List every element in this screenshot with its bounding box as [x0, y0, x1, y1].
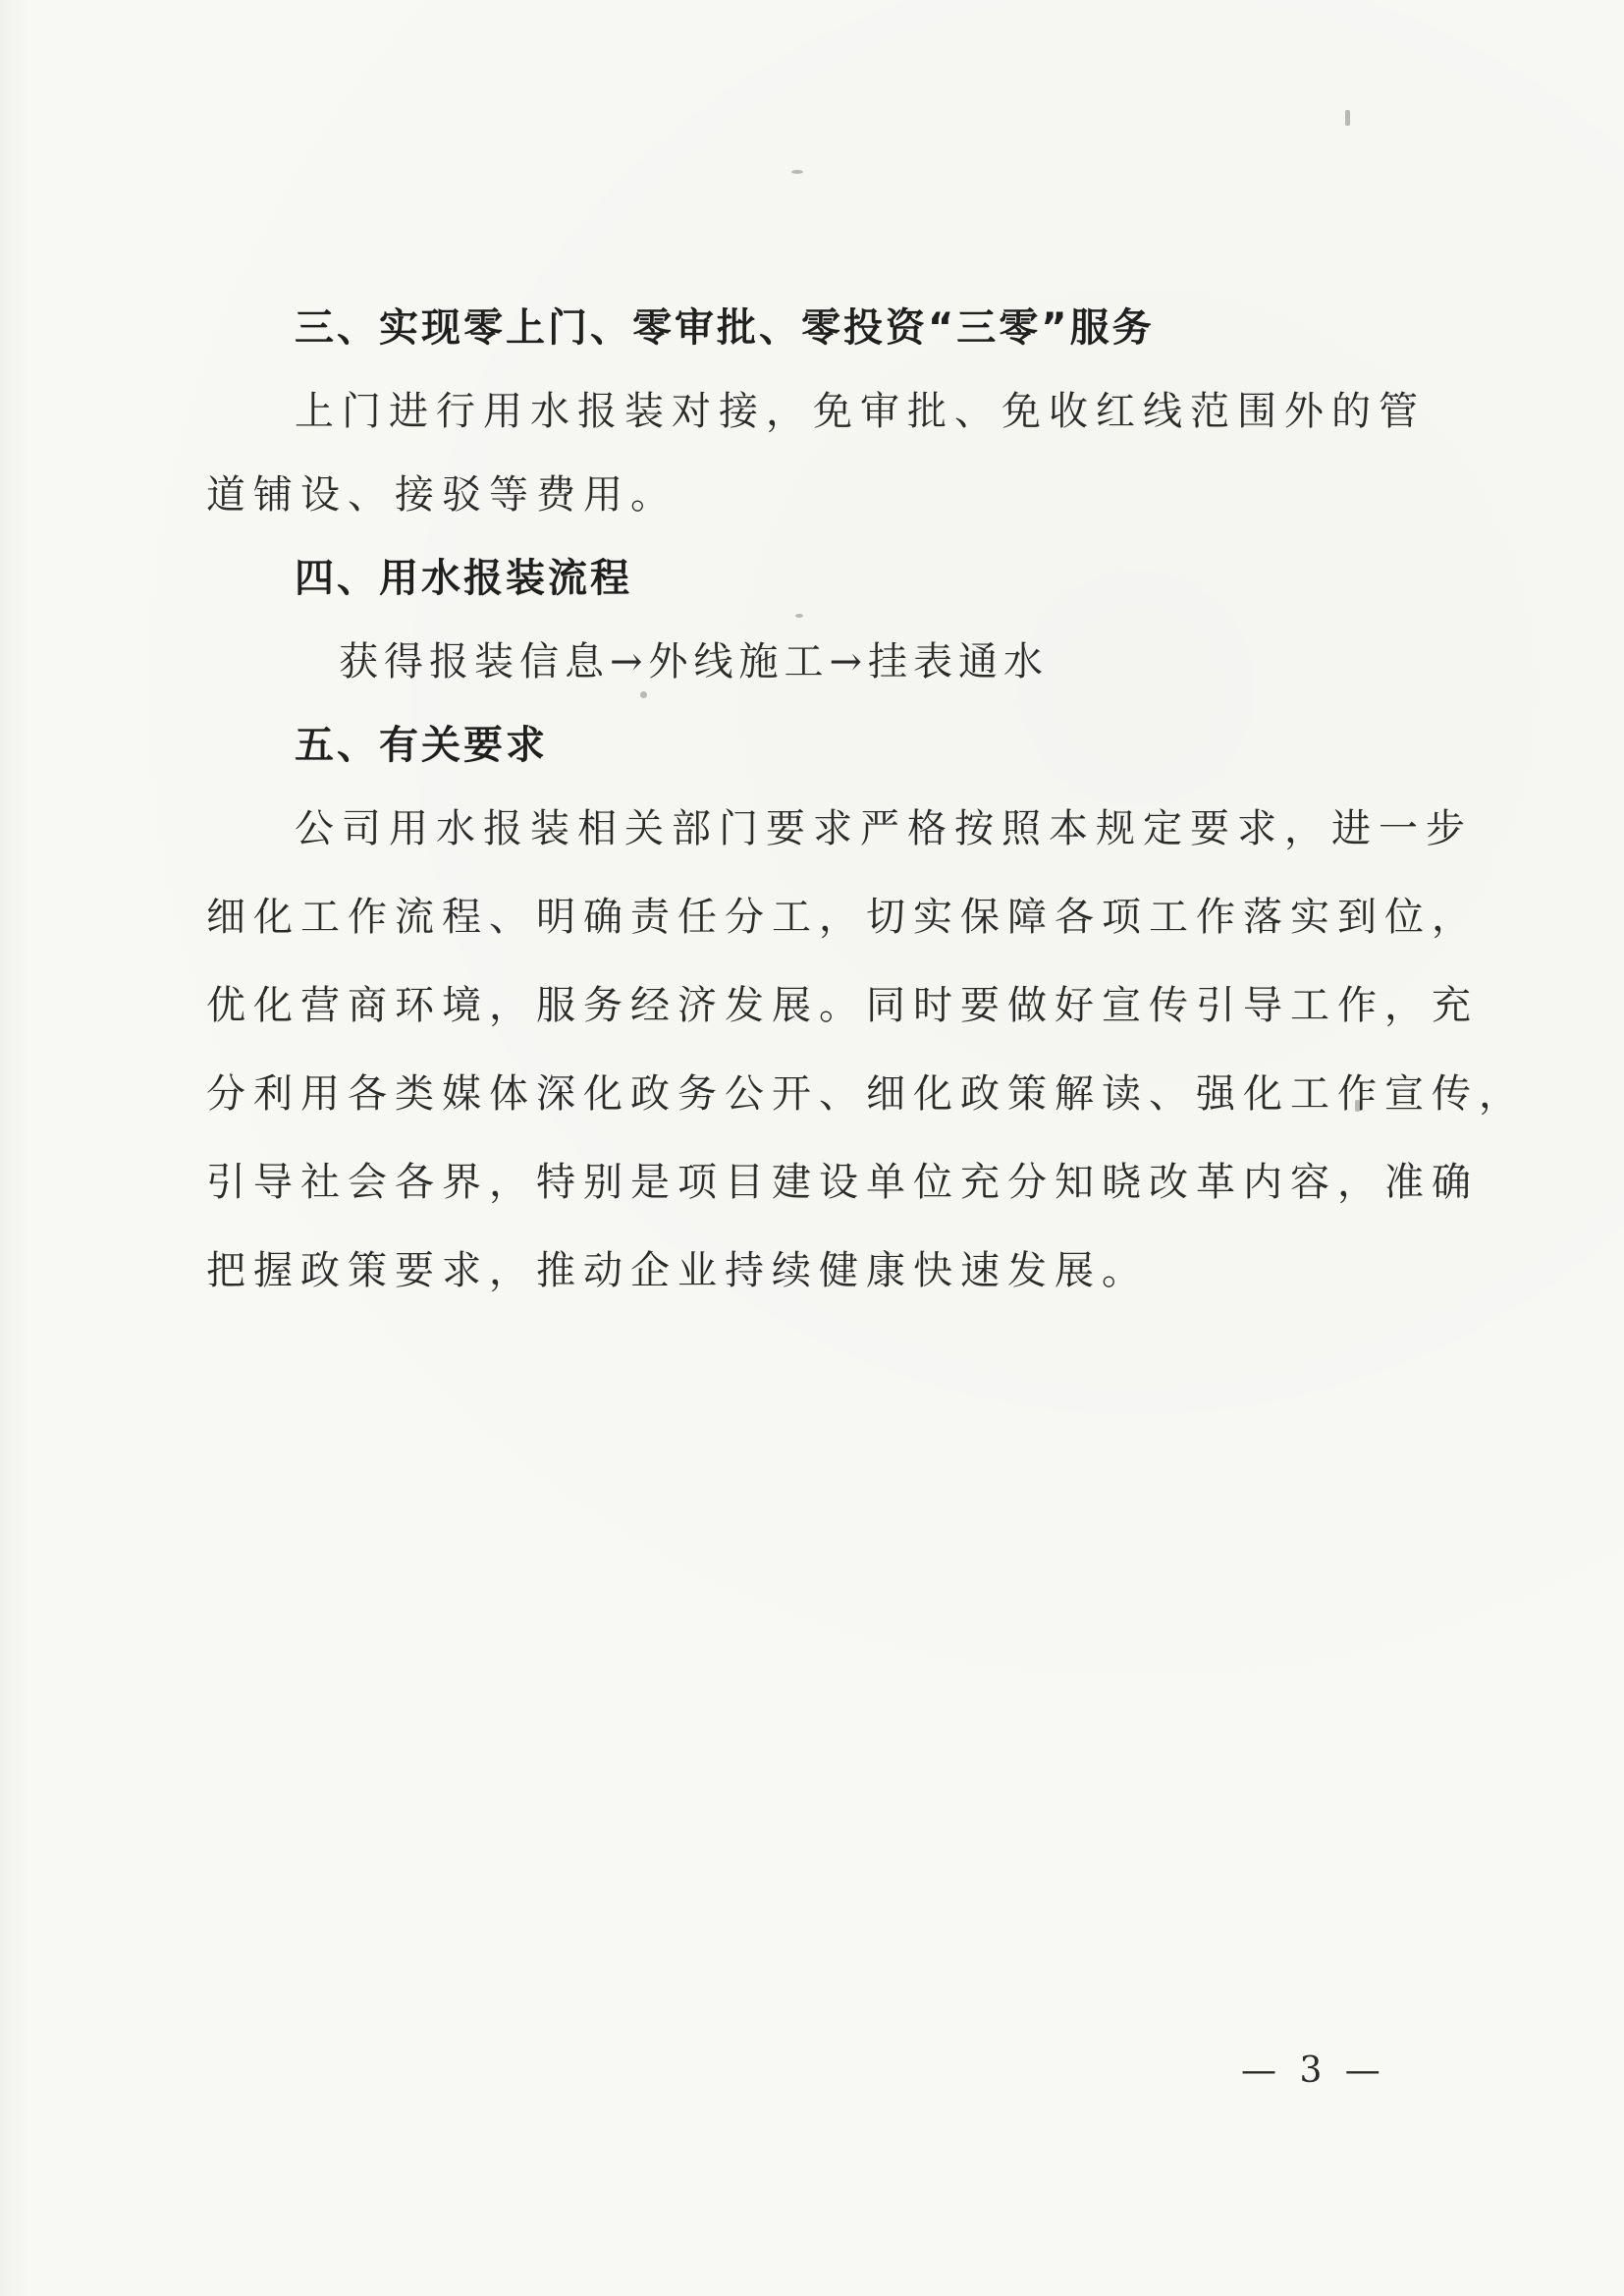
section-five-line-4: 分利用各类媒体深化政务公开、细化政策解读、强化工作宣传， — [206, 1071, 1526, 1117]
scan-speck — [795, 614, 803, 618]
scan-speck — [1345, 110, 1350, 126]
section-three-line-1: 上门进行用水报装对接，免审批、免收红线范围外的管 — [295, 389, 1426, 434]
section-three-line-2: 道铺设、接驳等费用。 — [206, 472, 677, 518]
scan-speck — [640, 691, 647, 698]
process-flow-line: 获得报装信息→外线施工→挂表通水 — [339, 639, 1050, 684]
section-five-line-6: 把握政策要求，推动企业持续健康快速发展。 — [206, 1248, 1149, 1293]
section-heading-three: 三、实现零上门、零审批、零投资“三零”服务 — [295, 305, 1155, 351]
page-number: — 3 — — [1241, 2050, 1386, 2091]
section-five-line-1: 公司用水报装相关部门要求严格按照本规定要求，进一步 — [295, 806, 1473, 851]
section-five-line-3: 优化营商环境，服务经济发展。同时要做好宣传引导工作，充 — [206, 983, 1479, 1028]
section-heading-five: 五、有关要求 — [295, 723, 548, 768]
section-five-line-2: 细化工作流程、明确责任分工，切实保障各项工作落实到位， — [206, 895, 1479, 940]
section-five-line-5: 引导社会各界，特别是项目建设单位充分知晓改革内容，准确 — [206, 1160, 1479, 1205]
scan-speck — [791, 170, 803, 174]
scan-speck — [1355, 1100, 1360, 1112]
section-heading-four: 四、用水报装流程 — [295, 556, 632, 601]
